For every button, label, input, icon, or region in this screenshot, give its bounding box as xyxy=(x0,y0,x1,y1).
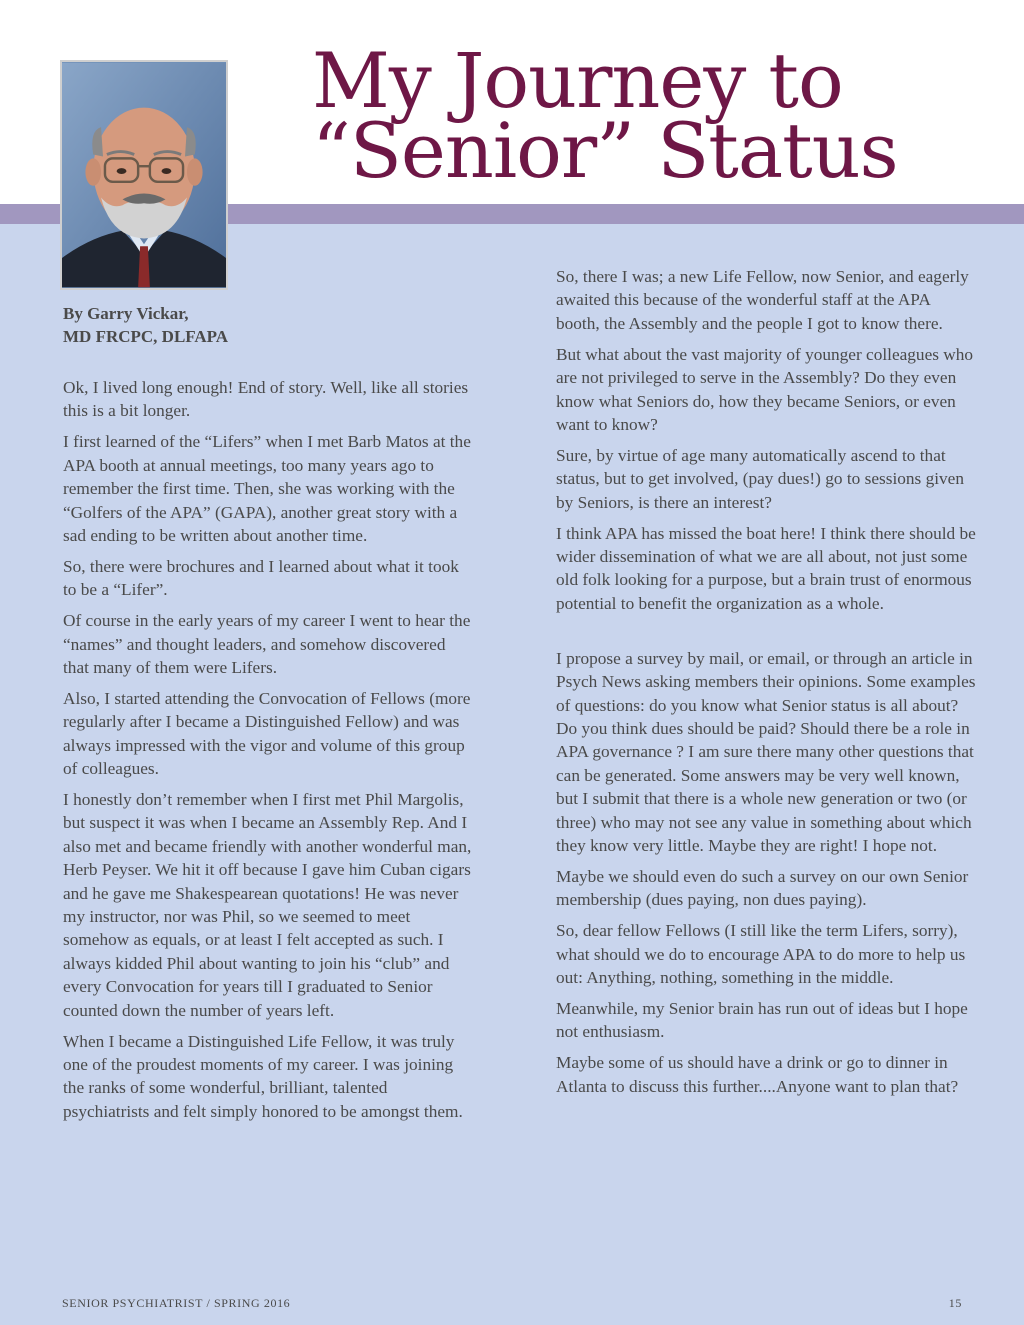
paragraph: I first learned of the “Lifers” when I met Barb Matos at the APA booth at annual meetings, too many years ago to remember the first time. Then, she was working with the “Golfers of the APA” (GAPA), another great story with a sad ending to be written about another time. xyxy=(63,432,471,545)
paragraph: Meanwhile, my Senior brain has run out of ideas but I hope not enthusiasm. xyxy=(556,998,968,1042)
right-column xyxy=(556,265,976,1106)
author-portrait-illustration xyxy=(62,62,226,288)
paragraph: So, there I was; a new Life Fellow, now Senior, and eagerly awaited this because of the wonderful staff at the APA booth, the Assembly and the people I got to know there. xyxy=(556,267,969,333)
paragraph: Maybe we should even do such a survey on our own Senior membership (dues paying, non dues paying). xyxy=(556,866,969,910)
section-gap xyxy=(556,623,976,647)
paragraph: So, dear fellow Fellows (I still like the term Lifers, sorry), what should we do to encourage APA to do more to help us out: Anything, nothing, something in the middle. xyxy=(556,921,966,987)
article-title-line-1: My Journey to xyxy=(312,36,843,125)
left-column xyxy=(63,376,475,1131)
footer-page-number: 15 xyxy=(948,1296,962,1310)
paragraph: Maybe some of us should have a drink or go to dinner in Atlanta to discuss this further....Anyone want to plan that? xyxy=(556,1053,959,1096)
paragraph: Ok, I lived long enough! End of story. Well, like all stories this is a bit longer. xyxy=(63,378,469,421)
paragraph: When I became a Distinguished Life Fellow, it was truly one of the proudest moments of my career. I was joining the ranks of some wonderful, brilliant, talented psychiatrists and felt simply honored to be amongst them. xyxy=(63,1031,463,1121)
author-photo xyxy=(60,60,228,290)
paragraph: But what about the vast majority of younger colleagues who are not privileged to serve in the Assembly? Do they even know what Seniors do, how they became Seniors, or even want to know? xyxy=(556,344,974,434)
article-title xyxy=(312,36,1012,195)
article-title-line-2: “Senior” Status xyxy=(312,106,898,195)
byline xyxy=(63,302,343,348)
author-credentials: MD FRCPC, DLFAPA xyxy=(63,327,229,346)
author-name: By Garry Vickar, xyxy=(63,304,189,323)
paragraph: So, there were brochures and I learned about what it took to be a “Lifer”. xyxy=(63,556,459,600)
paragraph: Also, I started attending the Convocation of Fellows (more regularly after I became a Distinguished Fellow) and was always impressed with the vigor and volume of this group of colleagues. xyxy=(63,688,471,779)
paragraph: I think APA has missed the boat here! I think there should be wider dissemination of what we are all about, not just some old folk looking for a purpose, but a brain trust of enormous potential to benefit the organization as a whole. xyxy=(556,523,976,613)
paragraph: I propose a survey by mail, or email, or through an article in Psych News asking members their opinions. Some examples of questions: do you know what Senior status is all about? Do you think dues should be paid? Should there be a role in APA governance ? I am sure there many other questions that can be generated. Some answers may be very well known, but I submit that there is a whole new generation or two (or three) who may not see any value in something about which they know very little. Maybe they are right! I hope not. xyxy=(556,648,976,855)
paragraph: I honestly don’t remember when I first met Phil Margolis, but suspect it was when I became an Assembly Rep. And I also met and became friendly with another wonderful man, Herb Peyser. We hit it off because I gave him Cuban cigars and he gave me Shakespearean quotations! He was never my instructor, nor was Phil, so we seemed to meet somehow as equals, or at least I felt accepted as such. I always kidded Phil about wanting to join his “club” and every Convocation for years till I graduated to Senior counted down the number of years left. xyxy=(63,790,472,1020)
footer-publication: SENIOR PSYCHIATRIST / SPRING 2016 xyxy=(62,1296,291,1310)
paragraph: Of course in the early years of my career I went to hear the “names” and thought leaders, and somehow discovered that many of them were Lifers. xyxy=(63,611,471,677)
paragraph: Sure, by virtue of age many automatically ascend to that status, but to get involved, (pay dues!) go to sessions given by Seniors, is there an interest? xyxy=(556,445,964,512)
